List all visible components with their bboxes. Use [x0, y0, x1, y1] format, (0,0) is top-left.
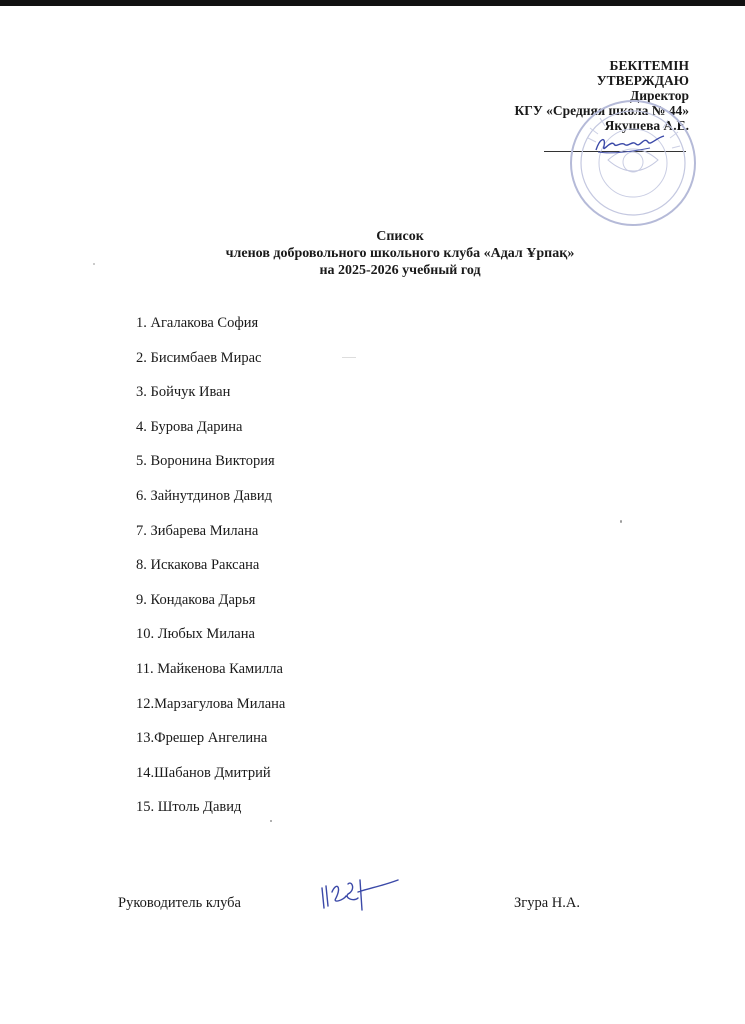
- club-leader-name: Згура Н.А.: [514, 895, 580, 911]
- list-item: 10. Любых Милана: [136, 626, 255, 643]
- scan-speck: [93, 263, 95, 265]
- approval-director-name: Якушева А.Е.: [604, 118, 689, 133]
- list-item: 12.Марзагулова Милана: [136, 695, 286, 712]
- scan-speck: [270, 820, 272, 822]
- list-item: 13.Фрешер Ангелина: [136, 730, 268, 747]
- title-heading: Список: [376, 229, 424, 244]
- scan-speck: [620, 520, 622, 523]
- list-item: 4. Бурова Дарина: [136, 418, 243, 435]
- list-item: 3. Бойчук Иван: [136, 384, 231, 401]
- list-item: 8. Искакова Раксана: [136, 557, 260, 574]
- title-period: на 2025-2026 учебный год: [319, 263, 481, 278]
- approval-position: Директор: [629, 88, 689, 103]
- document-title: [0, 228, 745, 279]
- list-item: 9. Кондакова Дарья: [136, 591, 256, 608]
- approval-line-kz: БЕКІТЕМІН: [609, 58, 689, 73]
- list-item: 5. Воронина Виктория: [136, 453, 275, 470]
- list-item: 7. Зибарева Милана: [136, 522, 259, 539]
- list-item: 6. Зайнутдинов Давид: [136, 487, 273, 504]
- approval-line-ru: УТВЕРЖДАЮ: [596, 73, 689, 88]
- list-item: 11. Майкенова Камилла: [136, 660, 283, 677]
- club-leader-title: Руководитель клуба: [118, 895, 241, 911]
- list-item: 14.Шабанов Дмитрий: [136, 764, 271, 781]
- list-item: 1. Агалакова София: [136, 315, 259, 331]
- club-leader-signature: [318, 874, 404, 916]
- scan-top-edge: [0, 0, 745, 6]
- school-stamp-seal: [568, 98, 698, 228]
- list-item: 15. Штоль Давид: [136, 799, 242, 816]
- scan-speck: [342, 357, 356, 358]
- list-item: 2. Бисимбаев Мирас: [136, 349, 262, 366]
- title-subject: членов добровольного школьного клуба «Адал Ұрпақ»: [225, 246, 575, 261]
- director-signature: [590, 130, 670, 158]
- member-list: [136, 313, 285, 832]
- approval-organization: КГУ «Средняя школа № 44»: [514, 103, 689, 118]
